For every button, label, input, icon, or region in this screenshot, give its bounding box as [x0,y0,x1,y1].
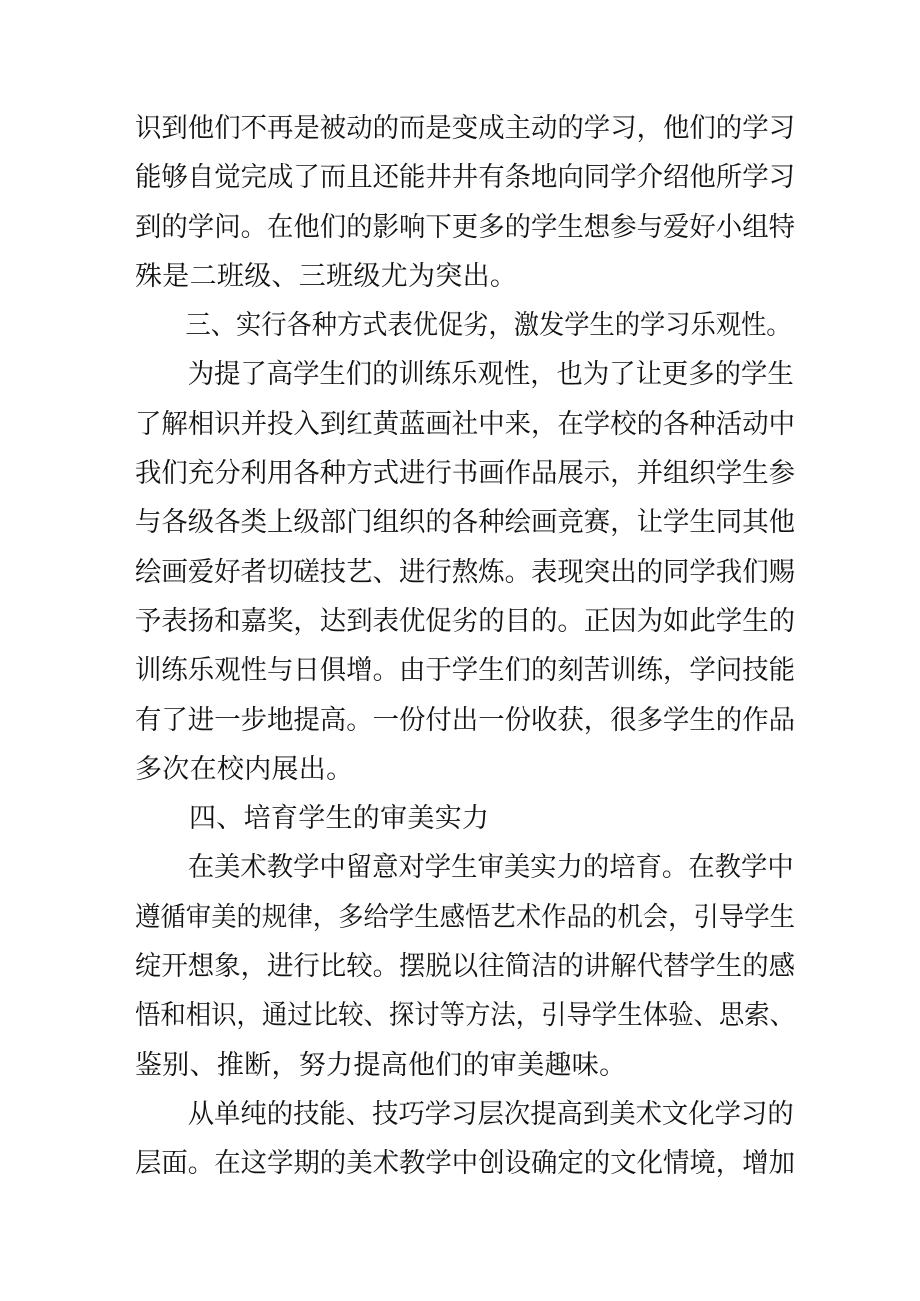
text-line: 为提了高学生们的训练乐观性，也为了让更多的学生 [187,359,794,391]
text-line: 鉴别、推断，努力提高他们的审美趣味。 [135,1049,627,1081]
section-heading-4 [135,794,795,843]
text-line: 训练乐观性与日俱增。由于学生们的刻苦训练，学问技能 [135,655,796,687]
text-line: 我们充分利用各种方式进行书画作品展示，并组织学生参 [135,458,796,490]
text-line: 绘画爱好者切磋技艺、进行熬炼。表现突出的同学我们赐 [135,556,796,588]
text-line: 多次在校内展出。 [135,753,354,785]
section-heading-3 [135,301,795,350]
text-line: 悟和相识，通过比较、探讨等方法，引导学生体验、思索、 [135,1000,796,1032]
text-line: 与各级各类上级部门组织的各种绘画竞赛，让学生同其他 [135,507,796,539]
paragraph-section-3 [135,350,795,794]
text-line: 三、实行各种方式表优促劣，激发学生的学习乐观性。 [185,310,792,342]
document-body [135,104,795,1189]
text-line: 四、培育学生的审美实力 [189,803,490,835]
text-line: 有了进一步地提高。一份付出一份收获，很多学生的作品 [135,704,796,736]
text-line: 在美术教学中留意对学生审美实力的培育。在教学中 [187,852,794,884]
text-line: 予表扬和嘉奖，达到表优促劣的目的。正因为如此学生的 [135,605,796,637]
text-line: 到的学问。在他们的影响下更多的学生想参与爱好小组特 [135,211,796,243]
paragraph-continuation [135,104,795,301]
paragraph-culture [135,1090,795,1189]
text-line: 殊是二班级、三班级尤为突出。 [135,260,518,292]
text-line: 遵循审美的规律，多给学生感悟艺术作品的机会，引导学生 [135,901,796,933]
text-line: 从单纯的技能、技巧学习层次提高到美术文化学习的 [187,1098,794,1130]
text-line: 了解相识并投入到红黄蓝画社中来，在学校的各种活动中 [135,408,796,440]
paragraph-section-4 [135,843,795,1089]
text-line: 层面。在这学期的美术教学中创设确定的文化情境，增加 [135,1148,796,1180]
text-line: 识到他们不再是被动的而是变成主动的学习，他们的学习 [135,113,796,144]
text-line: 绽开想象，进行比较。摆脱以往简洁的讲解代替学生的感 [135,951,796,983]
text-line: 能够自觉完成了而且还能井井有条地向同学介绍他所学习 [135,162,796,194]
